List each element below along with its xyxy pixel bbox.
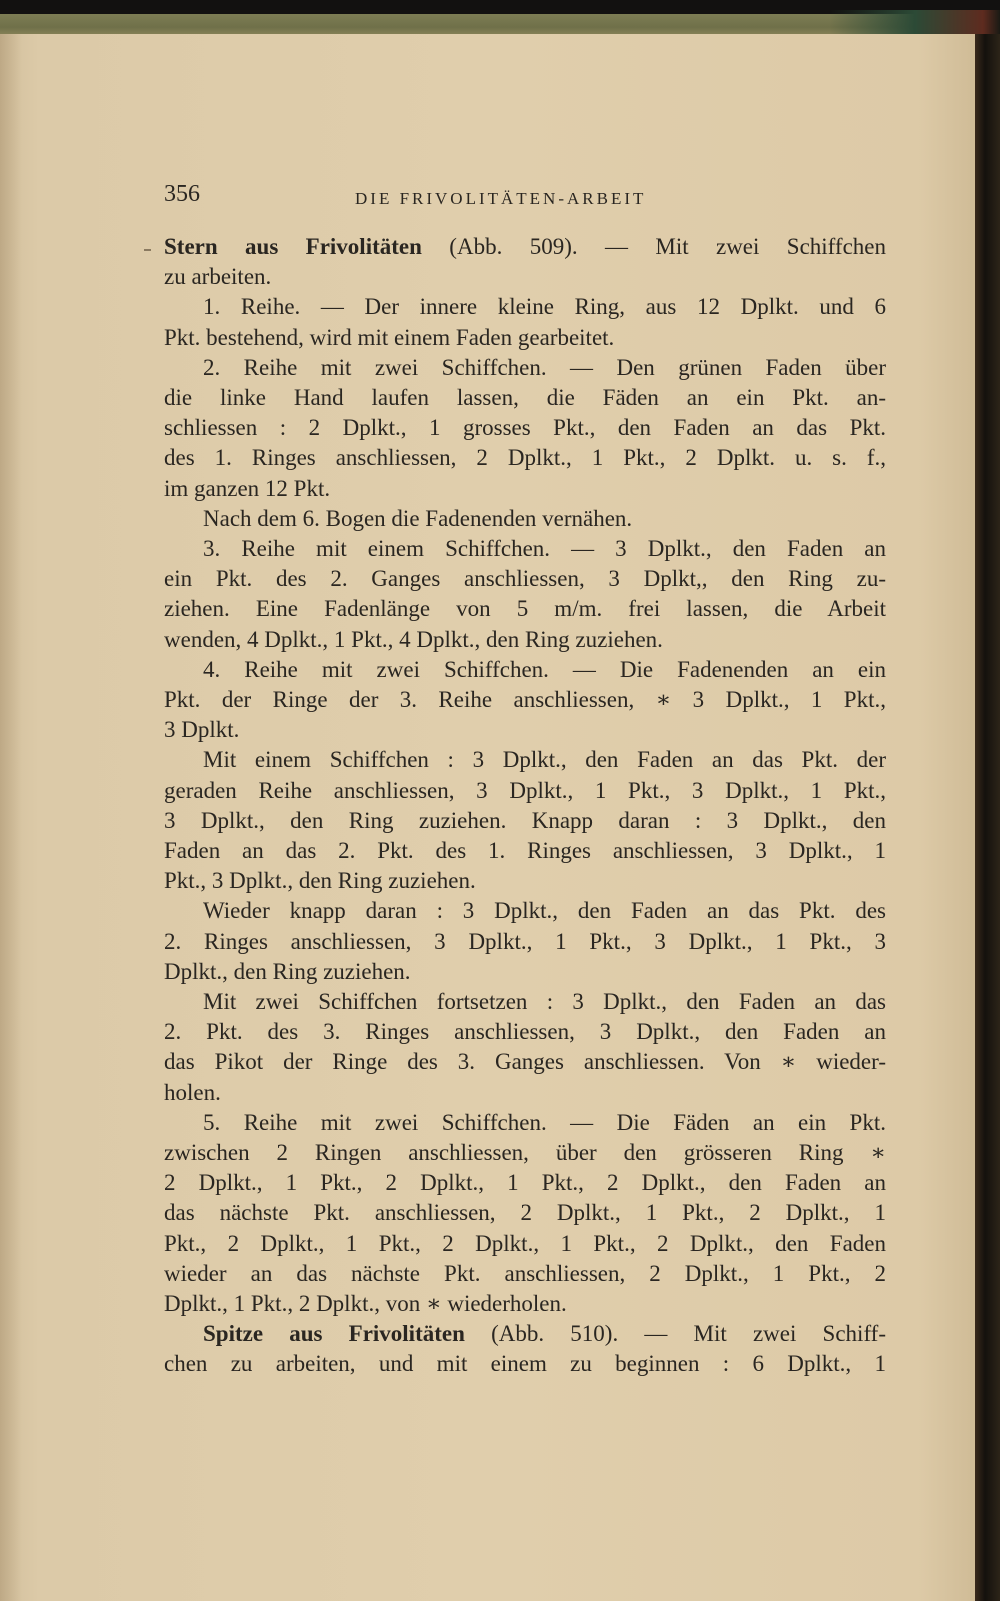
line-text: wieder an das nächste Pkt. anschliessen, 2 Dplkt., 1 Pkt., 2	[164, 1260, 886, 1286]
line-text: Mit einem Schiffchen : 3 Dplkt., den Faden an das Pkt. der	[203, 747, 886, 773]
line-text: 3 Dplkt., den Ring zuziehen. Knapp daran : 3 Dplkt., den	[164, 807, 886, 833]
text-line	[164, 475, 330, 503]
text-line	[164, 324, 614, 352]
line-text: zu arbeiten.	[164, 264, 272, 290]
text-line	[203, 897, 886, 925]
line-text: Pkt., 2 Dplkt., 1 Pkt., 2 Dplkt., 1 Pkt., 2 Dplkt., den Faden	[164, 1230, 886, 1256]
text-line	[164, 263, 271, 291]
text-line	[203, 505, 632, 533]
text-line	[164, 626, 663, 654]
line-text: Pkt. bestehend, wird mit einem Faden gearbeitet.	[164, 324, 615, 350]
text-line	[203, 656, 886, 684]
text-line	[164, 444, 886, 472]
line-text: (Abb. 509). — Mit zwei Schiffchen	[421, 234, 886, 259]
line-text: 2. Pkt. des 3. Ringes anschliessen, 3 Dplkt., den Faden an	[164, 1019, 886, 1045]
text-line	[164, 1169, 886, 1197]
text-line	[164, 1079, 221, 1107]
text-line	[164, 384, 886, 412]
line-text: Pkt. der Ringe der 3. Reihe anschliessen, ∗ 3 Dplkt., 1 Pkt.,	[164, 687, 886, 712]
text-line	[203, 746, 886, 774]
text-line	[203, 988, 886, 1016]
text-line	[164, 777, 886, 805]
line-text: 1. Reihe. — Der innere kleine Ring, aus 12 Dplkt. und 6	[203, 294, 886, 320]
line-text: das nächste Pkt. anschliessen, 2 Dplkt., 1 Pkt., 2 Dplkt., 1	[164, 1200, 886, 1226]
line-text: Wieder knapp daran : 3 Dplkt., den Faden an das Pkt. des	[203, 898, 886, 924]
text-line	[164, 414, 886, 442]
text-line	[164, 1018, 886, 1046]
line-text: das Pikot der Ringe des 3. Ganges anschliessen. Von ∗ wieder-	[164, 1049, 886, 1075]
line-text: 3 Dplkt.	[164, 717, 240, 743]
line-text: ziehen. Eine Fadenlänge von 5 m/m. frei lassen, die Arbeit	[164, 596, 886, 622]
text-line	[164, 1260, 886, 1288]
line-text: des 1. Ringes anschliessen, 2 Dplkt., 1 Pkt., 2 Dplkt. u. s. f.,	[164, 445, 886, 471]
line-text: ein Pkt. des 2. Ganges anschliessen, 3 Dplkt,, den Ring zu-	[164, 566, 886, 592]
text-line	[164, 233, 886, 261]
text-line	[164, 807, 886, 835]
text-line	[164, 565, 886, 593]
text-line	[203, 354, 886, 382]
text-line	[164, 716, 239, 744]
text-line	[164, 1048, 886, 1076]
line-text: zwischen 2 Ringen anschliessen, über den grösseren Ring ∗	[164, 1140, 886, 1165]
text-line	[203, 1320, 886, 1348]
text-line	[164, 928, 886, 956]
line-text: Dplkt., den Ring zuziehen.	[164, 958, 411, 984]
page-right-edge	[975, 34, 1000, 1601]
text-line	[164, 1139, 886, 1167]
line-text: 4. Reihe mit zwei Schiffchen. — Die Fadenenden an ein	[203, 656, 886, 682]
line-text: (Abb. 510). — Mit zwei Schiff-	[464, 1321, 887, 1347]
line-text: Dplkt., 1 Pkt., 2 Dplkt., von ∗ wiederholen.	[164, 1291, 567, 1316]
text-line	[203, 1109, 886, 1137]
line-text: holen.	[164, 1079, 221, 1105]
line-text: Nach dem 6. Bogen die Fadenenden vernähen.	[203, 505, 633, 531]
line-text: Faden an das 2. Pkt. des 1. Ringes anschliessen, 3 Dplkt., 1	[164, 838, 886, 863]
text-line	[203, 293, 886, 321]
line-text: wenden, 4 Dplkt., 1 Pkt., 4 Dplkt., den Ring zuziehen.	[164, 626, 663, 652]
line-text: im ganzen 12 Pkt.	[164, 475, 331, 501]
text-line	[164, 1230, 886, 1258]
section-heading: Spitze aus Frivolitäten	[203, 1321, 465, 1347]
line-text: die linke Hand laufen lassen, die Fäden an ein Pkt. an-	[164, 385, 886, 410]
line-text: 3. Reihe mit einem Schiffchen. — 3 Dplkt., den Faden an	[203, 536, 886, 561]
page-number: 356	[164, 181, 200, 207]
text-line	[164, 1350, 886, 1378]
line-text: Pkt., 3 Dplkt., den Ring zuziehen.	[164, 868, 476, 894]
line-text: Mit zwei Schiffchen fortsetzen : 3 Dplkt., den Faden an das	[203, 989, 886, 1014]
text-line	[164, 837, 886, 865]
text-line	[164, 1290, 567, 1318]
text-line	[164, 958, 411, 986]
line-text: 5. Reihe mit zwei Schiffchen. — Die Fäden an ein Pkt.	[203, 1109, 886, 1135]
running-head: DIE FRIVOLITÄTEN-ARBEIT	[355, 189, 647, 208]
line-text: 2. Reihe mit zwei Schiffchen. — Den grünen Faden über	[203, 354, 886, 380]
line-text: chen zu arbeiten, und mit einem zu beginnen : 6 Dplkt., 1	[164, 1351, 886, 1377]
text-line	[164, 595, 886, 623]
section-heading: Stern aus Frivolitäten	[164, 234, 422, 259]
text-line	[164, 867, 476, 895]
line-text: geraden Reihe anschliessen, 3 Dplkt., 1 Pkt., 3 Dplkt., 1 Pkt.,	[164, 777, 886, 803]
line-text: 2 Dplkt., 1 Pkt., 2 Dplkt., 1 Pkt., 2 Dplkt., den Faden an	[164, 1170, 886, 1196]
line-text: schliessen : 2 Dplkt., 1 grosses Pkt., den Faden an das Pkt.	[164, 415, 886, 441]
margin-mark	[144, 249, 151, 251]
page-gutter-shadow	[0, 34, 22, 1601]
text-line	[164, 686, 886, 714]
line-text: 2. Ringes anschliessen, 3 Dplkt., 1 Pkt., 3 Dplkt., 1 Pkt., 3	[164, 928, 886, 954]
text-line	[203, 535, 886, 563]
text-line	[164, 1199, 886, 1227]
